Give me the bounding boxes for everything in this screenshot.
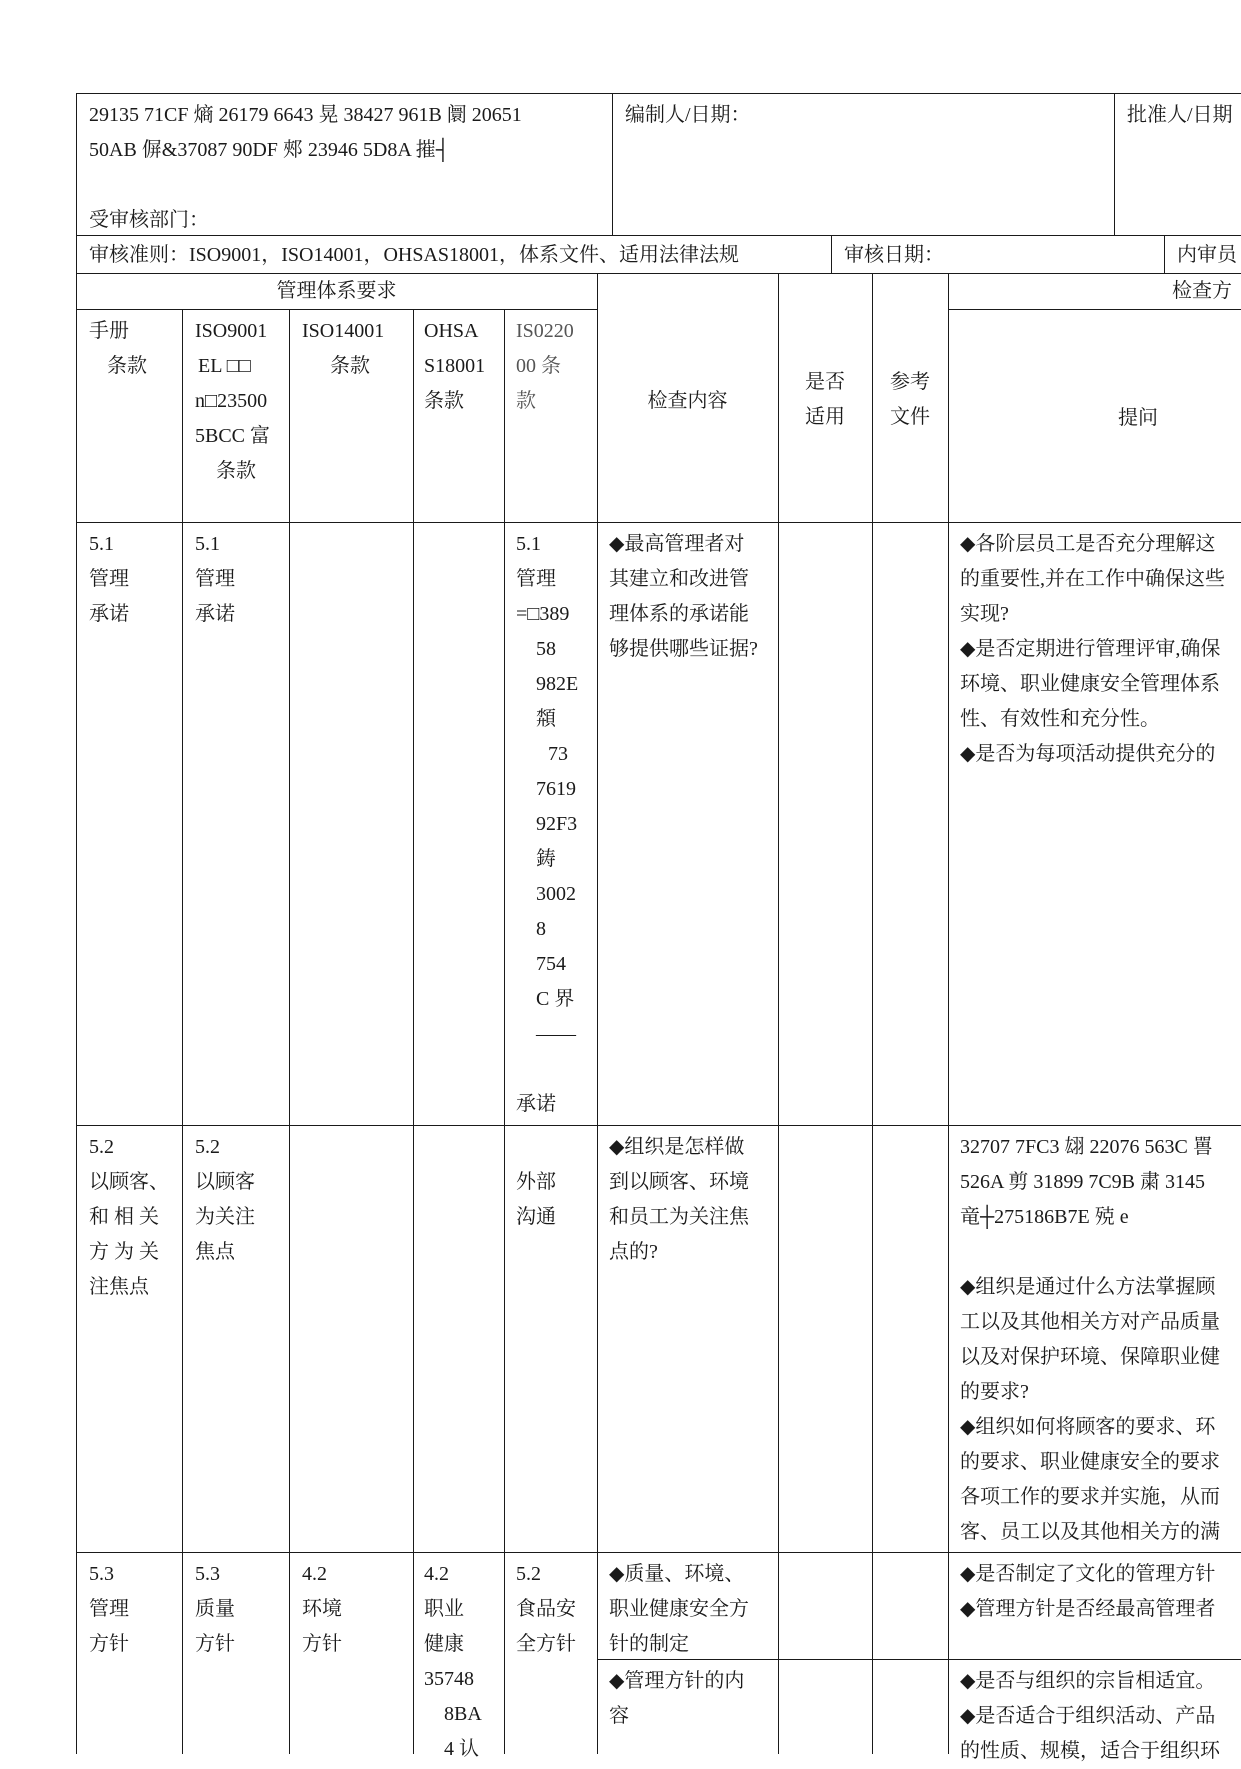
cell-line xyxy=(516,1130,556,1165)
row3-question-b xyxy=(960,1664,1220,1769)
cell-line xyxy=(960,1235,1220,1270)
audited-department-label: 受审核部门： xyxy=(89,209,209,231)
audit-criteria-label: 审核准则：ISO9001，ISO14001，OHSAS18001，体系文件、适用法律法规 xyxy=(89,244,740,266)
cell-line: 方针 xyxy=(89,1633,129,1655)
cell-line: ◆各阶层员工是否充分理解这 xyxy=(960,533,1216,555)
cell-line: 的重要性,并在工作中确保这些 xyxy=(960,568,1225,590)
col-header-manual xyxy=(89,314,179,384)
col-header-line: 文件 xyxy=(890,406,930,428)
cell-line: 承诺 xyxy=(195,603,235,625)
cell-line: ◆组织如何将顾客的要求、环 xyxy=(960,1416,1216,1438)
row3-iso22000 xyxy=(516,1557,576,1662)
cell-line: 性、有效性和充分性。 xyxy=(960,708,1160,730)
cell-line: 客、员工以及其他相关方的满 xyxy=(960,1521,1220,1543)
cell-line: 92F3 xyxy=(536,813,578,835)
rule xyxy=(76,235,1241,236)
cell-line: 方针 xyxy=(195,1633,235,1655)
col-header-line: OHSA xyxy=(424,320,479,342)
row2-manual xyxy=(89,1130,169,1305)
col-header-line: 00 条 xyxy=(516,355,561,377)
row3-ohsas xyxy=(424,1557,504,1767)
header-code-line-2: 50AB 偋&37087 90DF 郟 23946 5D8A 摧┤ xyxy=(89,139,450,161)
cell-line: 4.2 xyxy=(302,1563,327,1585)
cell-line: 方针 xyxy=(302,1633,342,1655)
cell-line: 5.1 xyxy=(195,533,220,555)
col-header-iso14001 xyxy=(302,314,412,384)
cell-line: 承诺 xyxy=(89,603,129,625)
cell-line: ◆最高管理者对 xyxy=(609,533,745,555)
header-code-line-1: 29135 71CF 熵 26179 6643 晃 38427 961B 阛 20651 xyxy=(89,104,522,126)
cell-line: 73 xyxy=(548,743,568,765)
cell-line: 以顾客 xyxy=(195,1171,255,1193)
col-header-line: ISO14001 xyxy=(302,320,385,342)
rule xyxy=(76,309,597,310)
rule xyxy=(289,309,290,1754)
cell-line: =□389 xyxy=(516,603,570,625)
col-header-iso9001 xyxy=(195,314,287,489)
cell-line: ◆是否定期进行管理评审,确保 xyxy=(960,638,1221,660)
cell-line: 5.1 xyxy=(516,533,541,555)
col-header-line: 5BCC 富 xyxy=(195,425,271,447)
rule xyxy=(778,273,779,1754)
cell-line: 为关注 xyxy=(195,1206,255,1228)
cell-line: ◆管理方针的内 xyxy=(609,1670,745,1692)
rule xyxy=(413,309,414,1754)
cell-line: 环境、职业健康安全管理体系 xyxy=(960,673,1220,695)
col-header-applicable xyxy=(778,365,872,435)
row1-iso9001 xyxy=(195,527,235,632)
cell-line: 方 为 关 xyxy=(89,1241,159,1263)
cell-line: 焦点 xyxy=(195,1241,235,1263)
col-header-line: ISO9001 xyxy=(195,320,268,342)
row1-check-content xyxy=(609,527,758,667)
cell-line: 5.2 xyxy=(195,1136,220,1158)
rule xyxy=(182,309,183,1754)
col-header-line: 适用 xyxy=(805,406,845,428)
rule xyxy=(76,1125,1241,1126)
cell-line: 58 xyxy=(536,638,556,660)
cell-line: 以及对保护环境、保障职业健 xyxy=(960,1346,1220,1368)
rule xyxy=(872,273,873,1754)
cell-line: 全方针 xyxy=(516,1633,576,1655)
cell-line: 实现? xyxy=(960,603,1009,625)
approver-date-label: 批准人/日期 xyxy=(1127,104,1233,126)
rule xyxy=(948,309,1241,310)
cell-line: 5.3 xyxy=(89,1563,114,1585)
cell-line: 管理 xyxy=(516,568,556,590)
cell-line: 到以顾客、环境 xyxy=(609,1171,749,1193)
col-header-reference xyxy=(872,365,948,435)
cell-line: 职业健康安全方 xyxy=(609,1598,749,1620)
cell-line: 32707 7FC3 翃 22076 563C 嘼 xyxy=(960,1136,1213,1158)
rule xyxy=(76,93,77,1754)
cell-line: 管理 xyxy=(89,568,129,590)
rule xyxy=(1114,93,1115,235)
cell-line: 8BA xyxy=(444,1703,482,1725)
rule xyxy=(1164,235,1165,273)
cell-line: C 界 xyxy=(536,988,575,1010)
row2-iso22000 xyxy=(516,1130,556,1235)
cell-line: 4 认 xyxy=(444,1738,479,1760)
cell-line: 982E xyxy=(536,673,579,695)
row2-check-content xyxy=(609,1130,749,1270)
row3-question-a xyxy=(960,1557,1215,1627)
cell-line: 管理 xyxy=(195,568,235,590)
row3-manual xyxy=(89,1557,129,1662)
cell-line: 8 xyxy=(536,918,546,940)
cell-line: 5.3 xyxy=(195,1563,220,1585)
cell-line: 35748 xyxy=(424,1668,474,1690)
rule xyxy=(948,273,949,1754)
cell-line: 食品安 xyxy=(516,1598,576,1620)
row1-question xyxy=(960,527,1225,772)
cell-line: ◆是否适合于组织活动、产品 xyxy=(960,1705,1216,1727)
rule xyxy=(76,93,1241,94)
cell-line xyxy=(516,1052,598,1087)
cell-line: 承诺 xyxy=(516,1093,556,1115)
col-header-line: n□23500 xyxy=(195,390,268,412)
col-header-line: 手册 xyxy=(89,320,129,342)
cell-line: 点的? xyxy=(609,1241,658,1263)
cell-line: ◆是否为每项活动提供充分的 xyxy=(960,743,1216,765)
cell-line: 其建立和改进管 xyxy=(609,568,749,590)
row1-iso22000 xyxy=(516,527,598,1122)
row2-question xyxy=(960,1130,1220,1550)
row3-check-content-b xyxy=(609,1664,744,1734)
internal-auditor-label: 内审员 xyxy=(1177,244,1237,266)
rule xyxy=(612,93,613,235)
cell-line: 和员工为关注焦 xyxy=(609,1206,749,1228)
cell-line: 够提供哪些证据? xyxy=(609,638,758,660)
rule xyxy=(504,309,505,1754)
audit-date-label: 审核日期： xyxy=(844,244,944,266)
cell-line: 的要求、职业健康安全的要求 xyxy=(960,1451,1220,1473)
cell-line: 管理 xyxy=(89,1598,129,1620)
cell-line: 頮 xyxy=(536,708,556,730)
cell-line: 的要求? xyxy=(960,1381,1029,1403)
cell-line: ◆是否制定了文化的管理方针 xyxy=(960,1563,1216,1585)
cell-line: 理体系的承诺能 xyxy=(609,603,749,625)
col-header-line: 是否 xyxy=(805,371,845,393)
cell-line: 外部 xyxy=(516,1171,556,1193)
col-header-line: 条款 xyxy=(330,355,370,377)
col-header-line: 条款 xyxy=(107,355,147,377)
cell-line: 环境 xyxy=(302,1598,342,1620)
group-mgmt-requirements-header: 管理体系要求 xyxy=(276,280,397,302)
cell-line: ◆是否与组织的宗旨相适宜。 xyxy=(960,1670,1216,1692)
cell-line: 职业 xyxy=(424,1598,464,1620)
rule xyxy=(76,522,1241,523)
col-header-question: 提问 xyxy=(1118,407,1158,429)
col-header-line: 条款 xyxy=(216,460,256,482)
cell-line: 和 相 关 xyxy=(89,1206,159,1228)
cell-line: ◆管理方针是否经最高管理者 xyxy=(960,1598,1216,1620)
col-header-line: EL □□ xyxy=(198,355,251,377)
col-header-line: S18001 xyxy=(424,355,486,377)
cell-line: 以顾客、 xyxy=(89,1171,169,1193)
cell-line: 质量 xyxy=(195,1598,235,1620)
rule xyxy=(76,1552,1241,1553)
cell-line: 5.1 xyxy=(89,533,114,555)
cell-line: 5.2 xyxy=(516,1563,541,1585)
cell-line: 工以及其他相关方对产品质量 xyxy=(960,1311,1220,1333)
cell-line: 5.2 xyxy=(89,1136,114,1158)
compiler-date-label: 编制人/日期： xyxy=(625,104,751,126)
cell-line: 竜┼275186B7E 殑 e xyxy=(960,1206,1129,1228)
cell-line: 注焦点 xyxy=(89,1276,149,1298)
row3-check-content-a xyxy=(609,1557,749,1662)
col-header-iso22000 xyxy=(516,314,596,419)
cell-line: —— xyxy=(536,1023,576,1045)
cell-line: 容 xyxy=(609,1705,629,1727)
row2-iso9001 xyxy=(195,1130,255,1270)
col-header-line: 参考 xyxy=(890,371,930,393)
cell-line: 的性质、规模，适合于组织环 xyxy=(960,1740,1220,1762)
cell-line: 沟通 xyxy=(516,1206,556,1228)
col-header-line: 款 xyxy=(516,390,536,412)
cell-line: 754 xyxy=(536,953,566,975)
cell-line: ◆质量、环境、 xyxy=(609,1563,745,1585)
cell-line: ◆组织是通过什么方法掌握顾 xyxy=(960,1276,1216,1298)
cell-line: 3002 xyxy=(536,883,576,905)
cell-line: 526A 剪 31899 7C9B 粛 3145 xyxy=(960,1171,1206,1193)
row1-manual xyxy=(89,527,129,632)
cell-line: 7619 xyxy=(536,778,576,800)
col-header-line: IS0220 xyxy=(516,320,574,342)
cell-line: 4.2 xyxy=(424,1563,449,1585)
rule xyxy=(831,235,832,273)
cell-line: 鋳 xyxy=(536,848,556,870)
cell-line: 健康 xyxy=(424,1633,464,1655)
col-header-check-content: 检查内容 xyxy=(647,390,728,412)
row3-iso9001 xyxy=(195,1557,235,1662)
cell-line: ◆组织是怎样做 xyxy=(609,1136,745,1158)
col-header-ohsas xyxy=(424,314,504,419)
row3-iso14001 xyxy=(302,1557,342,1662)
cell-line: 各项工作的要求并实施，从而 xyxy=(960,1486,1220,1508)
cell-line: 针的制定 xyxy=(609,1633,689,1655)
group-check-method-header: 检查方 xyxy=(1172,280,1232,302)
col-header-line: 条款 xyxy=(424,390,464,412)
